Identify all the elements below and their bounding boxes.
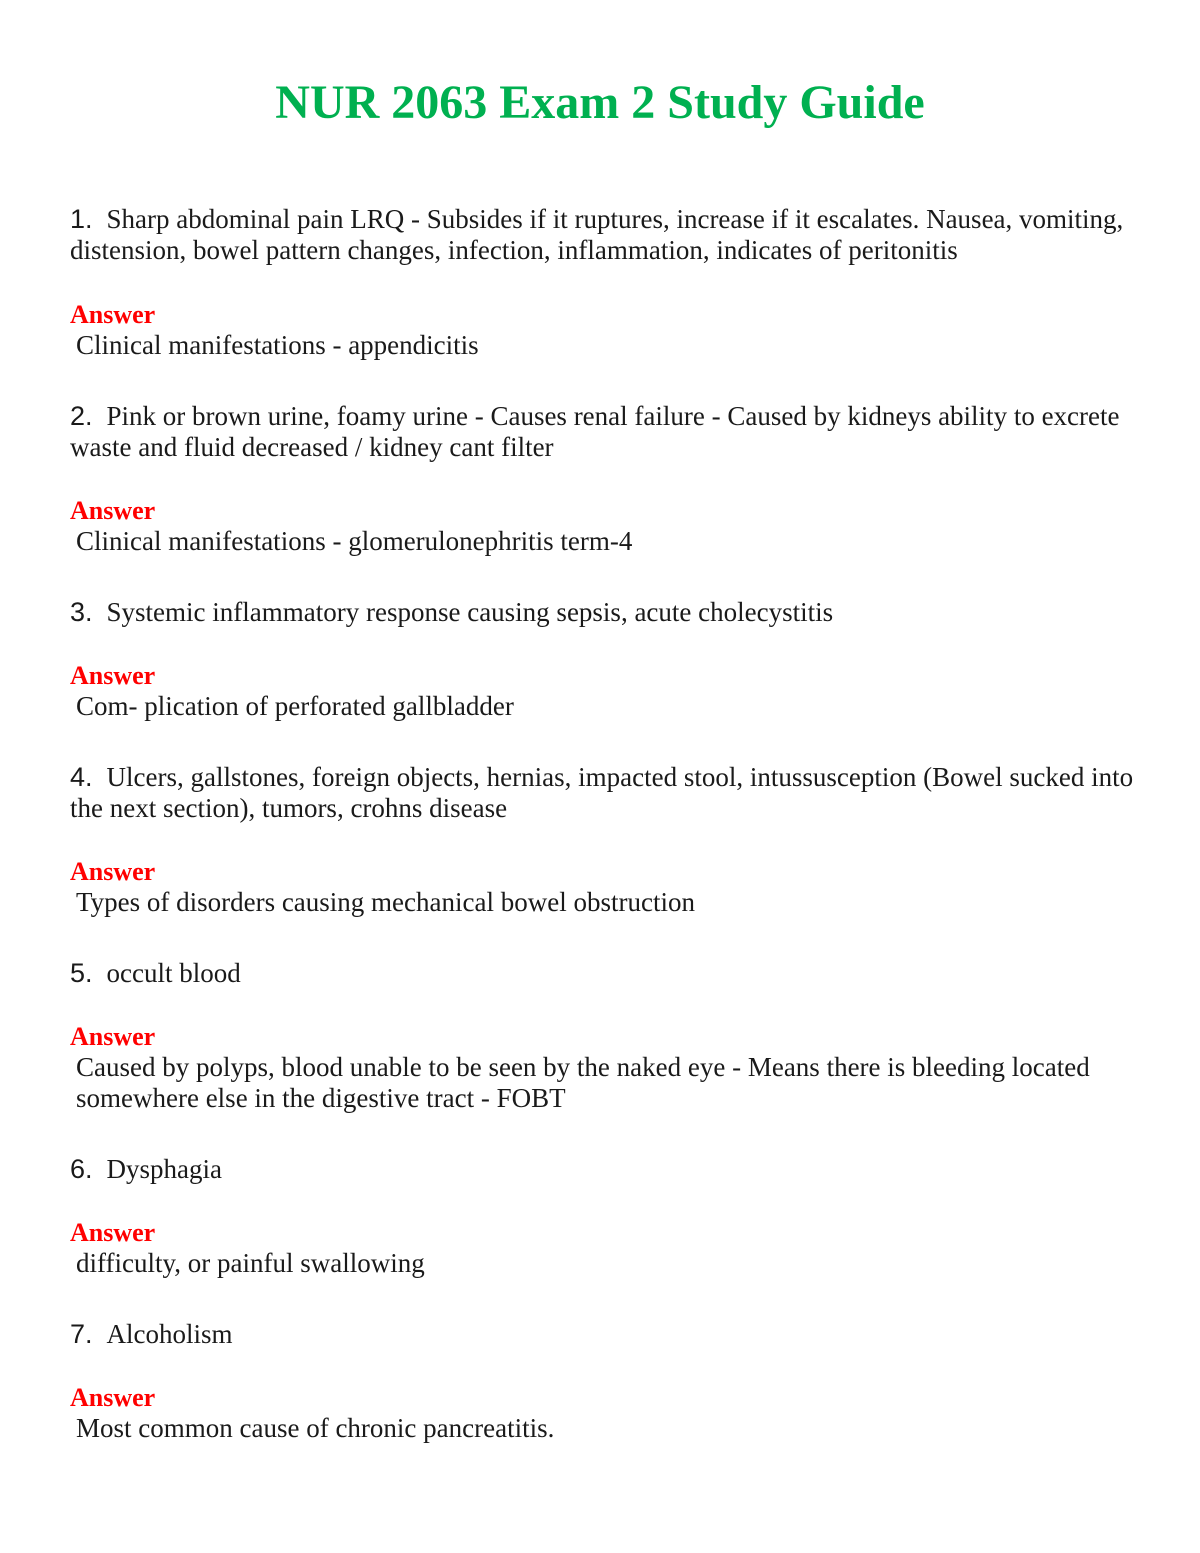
question-text: Sharp abdominal pain LRQ - Subsides if it ruptures, increase if it escalates. Nausea, vomiting, distension, bowel pattern changes, infection, inflammation, indicates of peritonitis bbox=[70, 204, 1124, 265]
question-text: Ulcers, gallstones, foreign objects, hernias, impacted stool, intussusception (Bowel sucked into the next section), tumors, crohns disease bbox=[70, 762, 1134, 823]
question-text: Systemic inflammatory response causing sepsis, acute cholecystitis bbox=[106, 597, 834, 627]
question-3 bbox=[70, 597, 1140, 628]
question-text: occult blood bbox=[106, 958, 241, 988]
answer-text: Most common cause of chronic pancreatitis. bbox=[76, 1413, 555, 1443]
qa-item-1 bbox=[70, 204, 1140, 266]
question-2 bbox=[70, 401, 1140, 463]
answer-block-4 bbox=[70, 856, 1140, 918]
qa-item-6 bbox=[70, 1154, 1140, 1185]
question-number: 7. bbox=[70, 1319, 93, 1349]
answer-text: Com- plication of perforated gallbladder bbox=[76, 691, 514, 721]
answer-label: Answer bbox=[70, 661, 156, 690]
answer-block-6 bbox=[70, 1217, 1140, 1279]
question-1 bbox=[70, 204, 1140, 266]
answer-label: Answer bbox=[70, 1383, 156, 1412]
answer-block-7 bbox=[70, 1382, 1140, 1444]
qa-item-4 bbox=[70, 762, 1140, 824]
question-4 bbox=[70, 762, 1140, 824]
question-number: 6. bbox=[70, 1154, 93, 1184]
answer-label: Answer bbox=[70, 1218, 156, 1247]
answer-block-3 bbox=[70, 660, 1140, 722]
question-text: Alcoholism bbox=[106, 1319, 233, 1349]
question-7 bbox=[70, 1319, 1140, 1350]
question-5 bbox=[70, 958, 1140, 989]
question-6 bbox=[70, 1154, 1140, 1185]
answer-block-1 bbox=[70, 299, 1140, 361]
answer-text: Clinical manifestations - glomerulonephritis term-4 bbox=[76, 526, 633, 556]
question-number: 5. bbox=[70, 958, 93, 988]
qa-item-2 bbox=[70, 401, 1140, 463]
question-text: Pink or brown urine, foamy urine - Causes renal failure - Caused by kidneys ability to excrete waste and fluid decreased / kidney cant filter bbox=[70, 401, 1120, 462]
question-number: 1. bbox=[70, 204, 93, 234]
qa-item-3 bbox=[70, 597, 1140, 628]
answer-block-2 bbox=[70, 495, 1140, 557]
answer-text: Types of disorders causing mechanical bowel obstruction bbox=[76, 887, 695, 917]
answer-label: Answer bbox=[70, 857, 156, 886]
question-number: 3. bbox=[70, 597, 93, 627]
answer-block-5 bbox=[70, 1021, 1140, 1114]
question-number: 2. bbox=[70, 401, 93, 431]
answer-label: Answer bbox=[70, 1022, 156, 1051]
qa-item-7 bbox=[70, 1319, 1140, 1350]
question-text: Dysphagia bbox=[106, 1154, 223, 1184]
answer-label: Answer bbox=[70, 300, 156, 329]
answer-text: Caused by polyps, blood unable to be seen by the naked eye - Means there is bleeding located somewhere else in the digestive tract - FOBT bbox=[76, 1052, 1090, 1113]
question-number: 4. bbox=[70, 762, 93, 792]
answer-text: Clinical manifestations - appendicitis bbox=[76, 330, 479, 360]
document-title: NUR 2063 Exam 2 Study Guide bbox=[275, 76, 925, 129]
qa-item-5 bbox=[70, 958, 1140, 989]
answer-text: difficulty, or painful swallowing bbox=[76, 1248, 425, 1278]
answer-label: Answer bbox=[70, 496, 156, 525]
